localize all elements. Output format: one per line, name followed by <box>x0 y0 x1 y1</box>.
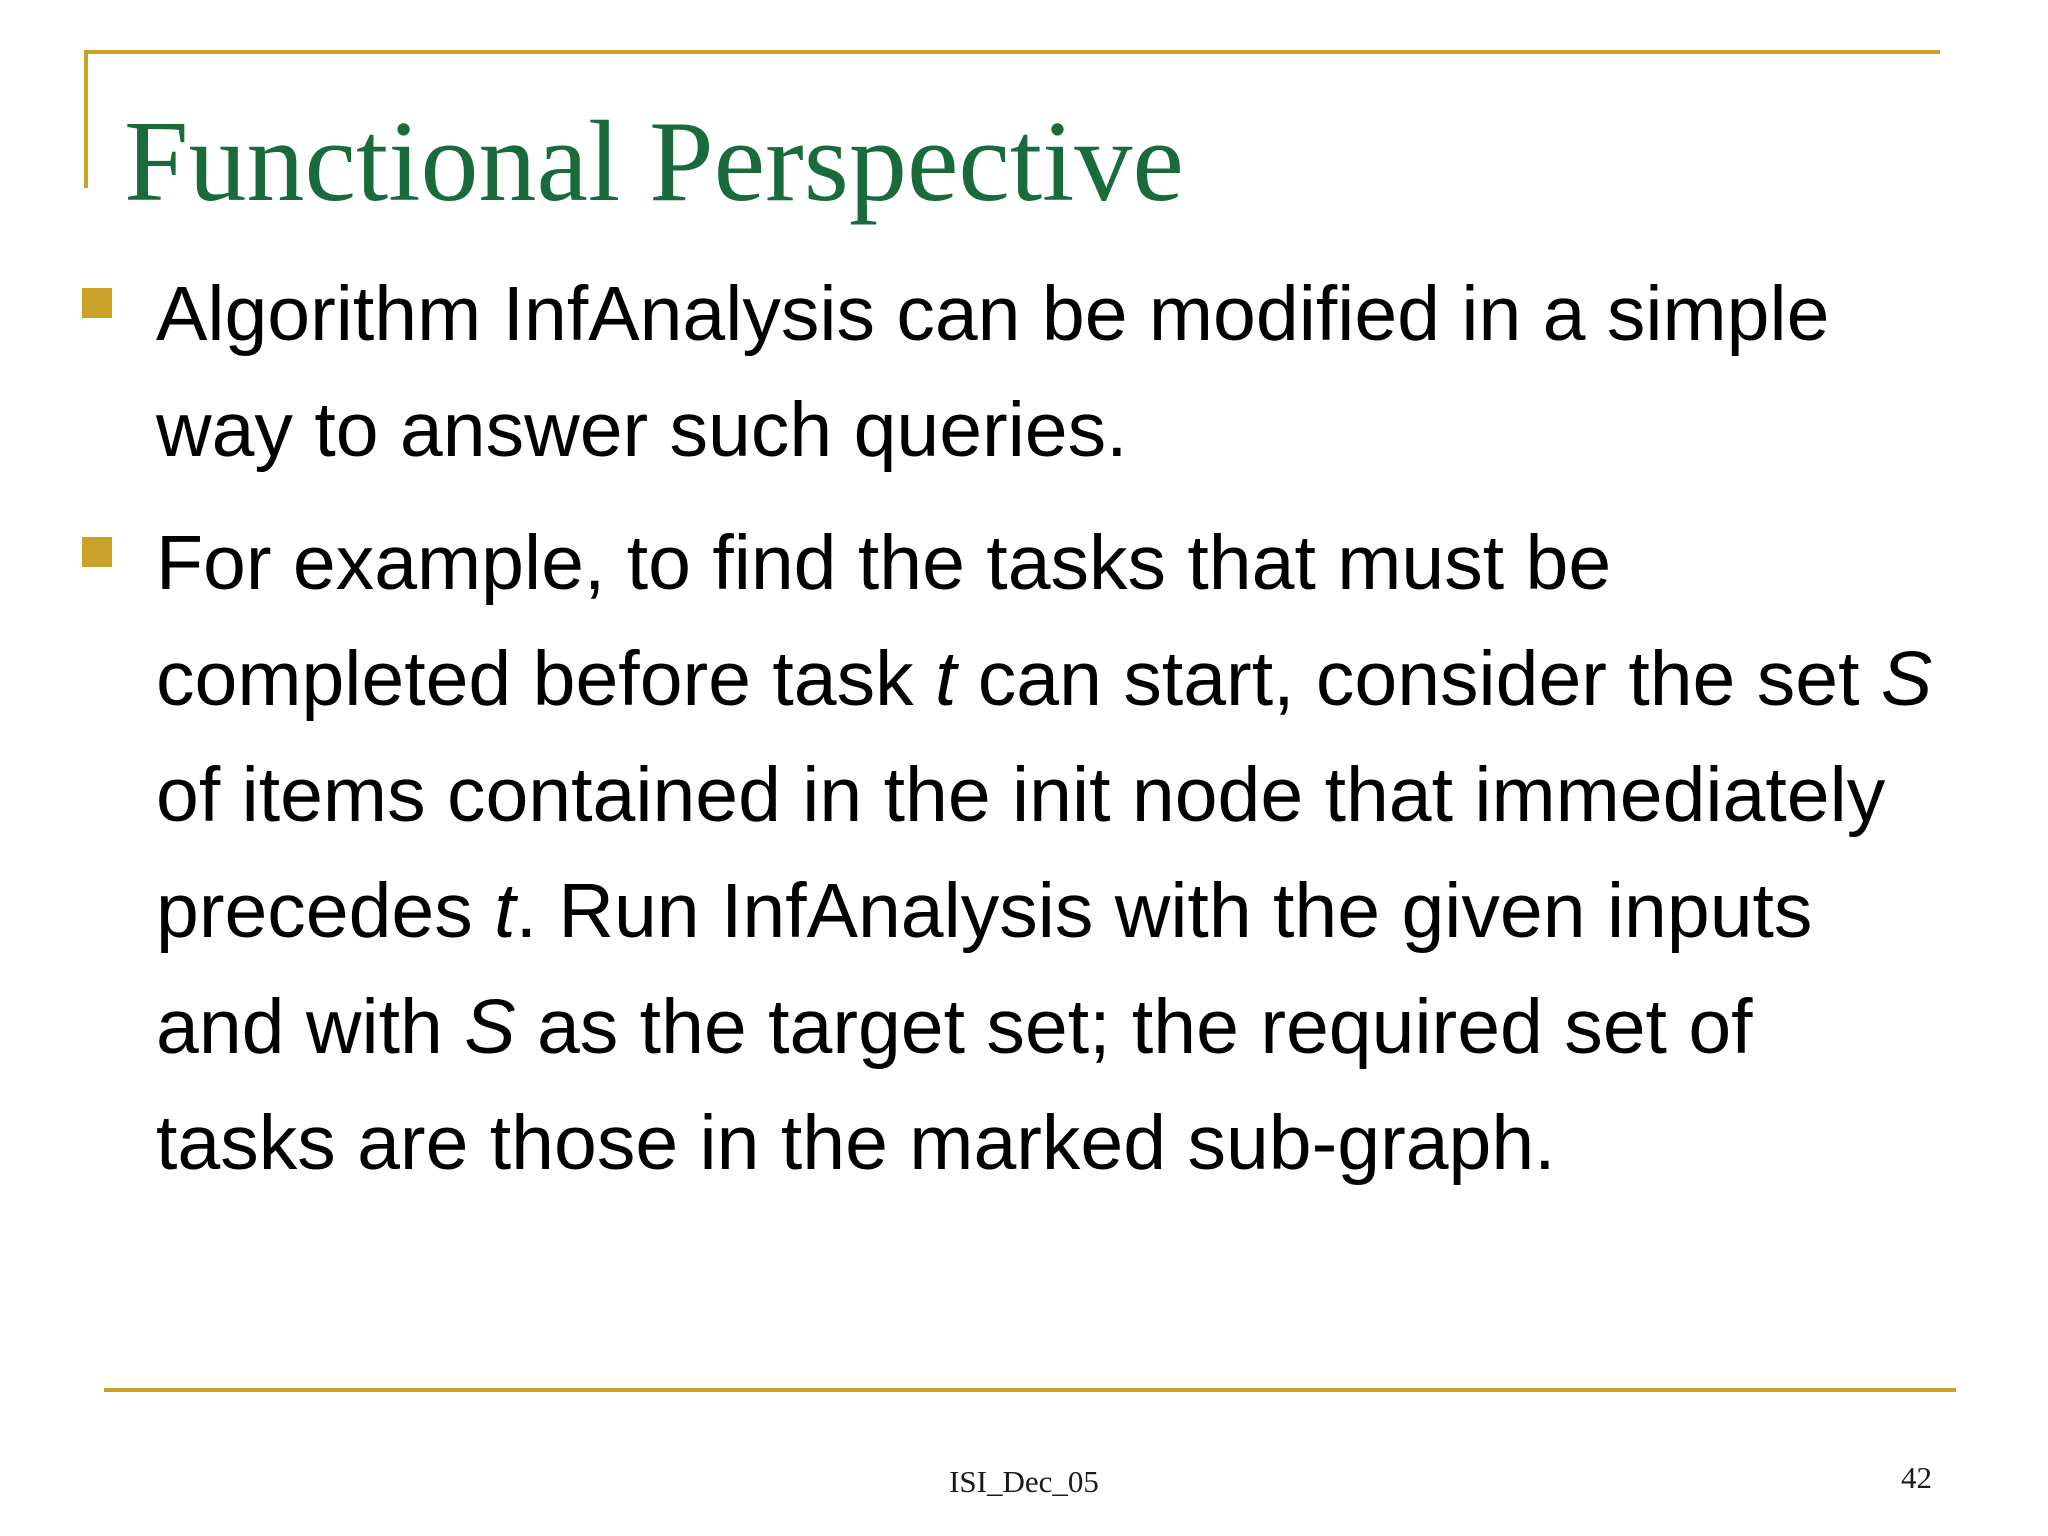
bullet-text-italic-segment: t <box>494 868 516 954</box>
bullet-text-segment: For example, to find the tasks that must be completed before task <box>156 520 1612 722</box>
bullet-text-segment: Algorithm InfAnalysis can be modified in a simple way to answer such queries. <box>156 271 1830 473</box>
bullet-text-italic-segment: t <box>935 636 957 722</box>
bullet-text-italic-segment: S <box>464 984 516 1070</box>
slide-number: 42 <box>1901 1460 1932 1495</box>
bullet-text-segment: of items contained in the init node that immediately precedes <box>156 752 1886 954</box>
footer-label: ISI_Dec_05 <box>949 1464 1099 1499</box>
slide-title: Functional Perspective <box>124 98 1184 226</box>
bullet-text <box>156 271 1829 473</box>
bullet-text-segment: . Run InfAnalysis with the given inputs and with <box>156 868 1813 1070</box>
top-rule-divider <box>84 50 1940 54</box>
bullet-item <box>156 256 1936 488</box>
square-bullet-icon <box>82 288 112 318</box>
square-bullet-icon <box>82 537 112 567</box>
left-rule-divider <box>84 50 88 188</box>
bullet-text <box>156 520 1932 1186</box>
bullet-text-segment: as the target set; the required set of tasks are those in the marked sub-graph. <box>156 984 1753 1186</box>
bullet-item <box>156 505 1936 1201</box>
bullet-text-italic-segment: S <box>1880 636 1933 722</box>
bottom-rule-divider <box>104 1388 1956 1392</box>
bullet-text-segment: can start, consider the set <box>956 636 1881 722</box>
